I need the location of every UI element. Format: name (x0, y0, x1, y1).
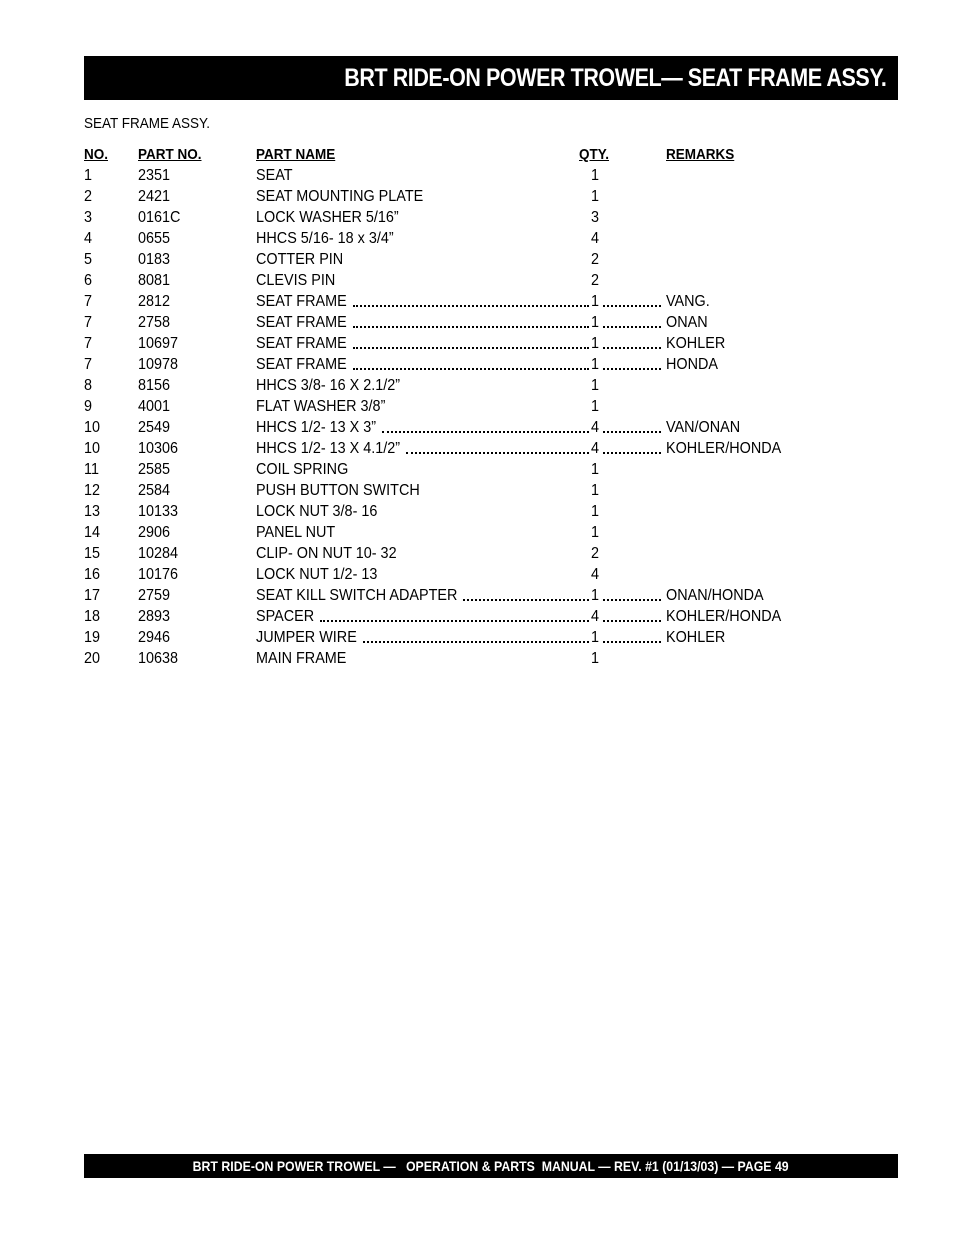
cell-part-name: HHCS 5/16- 18 x 3/4” (256, 230, 394, 247)
cell-remarks: KOHLER (666, 335, 726, 352)
cell-part-no: 2351 (138, 167, 171, 184)
cell-part-name: SEAT FRAME (256, 356, 347, 373)
cell-part-name: CLEVIS PIN (256, 272, 336, 289)
dot-leader-qty (320, 620, 589, 622)
cell-qty: 1 (591, 587, 600, 604)
page-title-bar (84, 56, 898, 100)
table-row (84, 627, 804, 648)
cell-no: 7 (84, 293, 93, 310)
cell-qty: 1 (591, 314, 600, 331)
dot-leader-qty (353, 347, 589, 349)
cell-part-no: 0655 (138, 230, 171, 247)
dot-leader-remarks (603, 452, 661, 454)
cell-qty: 1 (591, 356, 600, 373)
cell-part-no: 0183 (138, 251, 171, 268)
cell-part-name: SEAT FRAME (256, 314, 347, 331)
cell-part-no: 2549 (138, 419, 171, 436)
cell-no: 14 (84, 524, 101, 541)
cell-part-no: 8081 (138, 272, 171, 289)
table-row (84, 648, 804, 669)
cell-part-name: JUMPER WIRE (256, 629, 357, 646)
dot-leader-qty (353, 368, 589, 370)
cell-no: 15 (84, 545, 101, 562)
cell-no: 9 (84, 398, 93, 415)
cell-part-name: HHCS 1/2- 13 X 3” (256, 419, 377, 436)
cell-qty: 4 (591, 440, 600, 457)
cell-part-name: COIL SPRING (256, 461, 349, 478)
cell-part-no: 10284 (138, 545, 179, 562)
cell-no: 10 (84, 440, 101, 457)
footer-bar (84, 1154, 898, 1178)
cell-no: 19 (84, 629, 101, 646)
table-row (84, 249, 804, 270)
cell-no: 4 (84, 230, 93, 247)
cell-qty: 4 (591, 419, 600, 436)
cell-qty: 2 (591, 272, 600, 289)
cell-remarks: ONAN (666, 314, 708, 331)
page-title: BRT RIDE-ON POWER TROWEL— SEAT FRAME ASSY. (343, 63, 886, 92)
table-row (84, 312, 804, 333)
footer-text: BRT RIDE-ON POWER TROWEL — OPERATION & PARTS MANUAL — REV. #1 (01/13/03) — PAGE 49 (192, 1158, 790, 1174)
column-header-part-no: PART NO. (138, 146, 202, 163)
cell-part-no: 10133 (138, 503, 179, 520)
cell-part-name: FLAT WASHER 3/8” (256, 398, 386, 415)
cell-qty: 1 (591, 377, 600, 394)
cell-no: 6 (84, 272, 93, 289)
column-header-no: NO. (84, 146, 109, 163)
cell-remarks: KOHLER (666, 629, 726, 646)
dot-leader-remarks (603, 431, 661, 433)
cell-part-name: CLIP- ON NUT 10- 32 (256, 545, 397, 562)
cell-part-name: SEAT KILL SWITCH ADAPTER (256, 587, 458, 604)
cell-qty: 1 (591, 167, 600, 184)
cell-qty: 1 (591, 629, 600, 646)
cell-no: 1 (84, 167, 93, 184)
dot-leader-qty (406, 452, 589, 454)
table-row (84, 186, 804, 207)
cell-qty: 1 (591, 650, 600, 667)
cell-no: 20 (84, 650, 101, 667)
cell-qty: 4 (591, 566, 600, 583)
cell-remarks: ONAN/HONDA (666, 587, 764, 604)
table-row (84, 459, 804, 480)
cell-part-no: 2585 (138, 461, 171, 478)
cell-qty: 1 (591, 398, 600, 415)
cell-remarks: VAN/ONAN (666, 419, 741, 436)
cell-part-name: HHCS 3/8- 16 X 2.1/2” (256, 377, 401, 394)
cell-qty: 1 (591, 503, 600, 520)
cell-part-name: PANEL NUT (256, 524, 336, 541)
cell-part-name: HHCS 1/2- 13 X 4.1/2” (256, 440, 401, 457)
table-row (84, 291, 804, 312)
cell-part-name: LOCK NUT 1/2- 13 (256, 566, 378, 583)
cell-remarks: VANG. (666, 293, 710, 310)
cell-part-no: 2584 (138, 482, 171, 499)
cell-part-no: 2759 (138, 587, 171, 604)
cell-part-name: LOCK WASHER 5/16” (256, 209, 399, 226)
cell-part-no: 10176 (138, 566, 179, 583)
table-row (84, 165, 804, 186)
table-row (84, 438, 804, 459)
cell-qty: 3 (591, 209, 600, 226)
dot-leader-remarks (603, 305, 661, 307)
cell-no: 7 (84, 335, 93, 352)
cell-no: 16 (84, 566, 101, 583)
table-row (84, 543, 804, 564)
table-row (84, 417, 804, 438)
cell-qty: 4 (591, 608, 600, 625)
cell-part-name: SEAT MOUNTING PLATE (256, 188, 424, 205)
table-row (84, 564, 804, 585)
cell-part-name: COTTER PIN (256, 251, 344, 268)
cell-part-no: 8156 (138, 377, 171, 394)
cell-part-no: 2421 (138, 188, 171, 205)
table-row (84, 501, 804, 522)
cell-part-name: MAIN FRAME (256, 650, 347, 667)
table-row (84, 207, 804, 228)
cell-no: 18 (84, 608, 101, 625)
dot-leader-qty (363, 641, 589, 643)
cell-qty: 1 (591, 524, 600, 541)
dot-leader-remarks (603, 620, 661, 622)
table-row (84, 396, 804, 417)
column-header-qty: QTY. (579, 146, 610, 163)
cell-qty: 4 (591, 230, 600, 247)
cell-no: 7 (84, 314, 93, 331)
cell-remarks: KOHLER/HONDA (666, 440, 782, 457)
cell-no: 12 (84, 482, 101, 499)
table-row (84, 375, 804, 396)
cell-part-no: 2906 (138, 524, 171, 541)
cell-qty: 1 (591, 482, 600, 499)
cell-no: 2 (84, 188, 93, 205)
cell-part-no: 2893 (138, 608, 171, 625)
cell-no: 5 (84, 251, 93, 268)
cell-no: 10 (84, 419, 101, 436)
cell-part-no: 10697 (138, 335, 179, 352)
dot-leader-qty (463, 599, 589, 601)
cell-qty: 1 (591, 335, 600, 352)
cell-no: 17 (84, 587, 101, 604)
cell-part-no: 10306 (138, 440, 179, 457)
cell-no: 13 (84, 503, 101, 520)
cell-remarks: HONDA (666, 356, 719, 373)
dot-leader-remarks (603, 368, 661, 370)
dot-leader-remarks (603, 599, 661, 601)
cell-part-no: 2758 (138, 314, 171, 331)
cell-part-name: SEAT (256, 167, 293, 184)
cell-part-name: PUSH BUTTON SWITCH (256, 482, 420, 499)
dot-leader-qty (353, 305, 589, 307)
column-header-remarks: REMARKS (666, 146, 735, 163)
cell-qty: 1 (591, 188, 600, 205)
cell-part-no: 2946 (138, 629, 171, 646)
cell-part-no: 0161C (138, 209, 181, 226)
cell-part-name: LOCK NUT 3/8- 16 (256, 503, 378, 520)
cell-part-no: 4001 (138, 398, 171, 415)
column-header-part-name: PART NAME (256, 146, 336, 163)
dot-leader-qty (353, 326, 589, 328)
table-row (84, 333, 804, 354)
cell-no: 8 (84, 377, 93, 394)
cell-remarks: KOHLER/HONDA (666, 608, 782, 625)
table-row (84, 585, 804, 606)
cell-part-no: 10638 (138, 650, 179, 667)
cell-qty: 1 (591, 461, 600, 478)
dot-leader-remarks (603, 326, 661, 328)
cell-part-name: SEAT FRAME (256, 335, 347, 352)
cell-no: 11 (84, 461, 99, 478)
cell-part-no: 10978 (138, 356, 179, 373)
table-row (84, 480, 804, 501)
table-row (84, 354, 804, 375)
cell-part-no: 2812 (138, 293, 171, 310)
dot-leader-remarks (603, 641, 661, 643)
cell-part-name: SPACER (256, 608, 315, 625)
table-row (84, 522, 804, 543)
parts-table (84, 144, 804, 669)
section-label: SEAT FRAME ASSY. (84, 115, 211, 132)
cell-part-name: SEAT FRAME (256, 293, 347, 310)
cell-no: 7 (84, 356, 93, 373)
table-row (84, 228, 804, 249)
table-row (84, 270, 804, 291)
table-header-row (84, 144, 804, 165)
table-row (84, 606, 804, 627)
dot-leader-remarks (603, 347, 661, 349)
cell-no: 3 (84, 209, 93, 226)
cell-qty: 2 (591, 251, 600, 268)
cell-qty: 1 (591, 293, 600, 310)
dot-leader-qty (382, 431, 589, 433)
cell-qty: 2 (591, 545, 600, 562)
